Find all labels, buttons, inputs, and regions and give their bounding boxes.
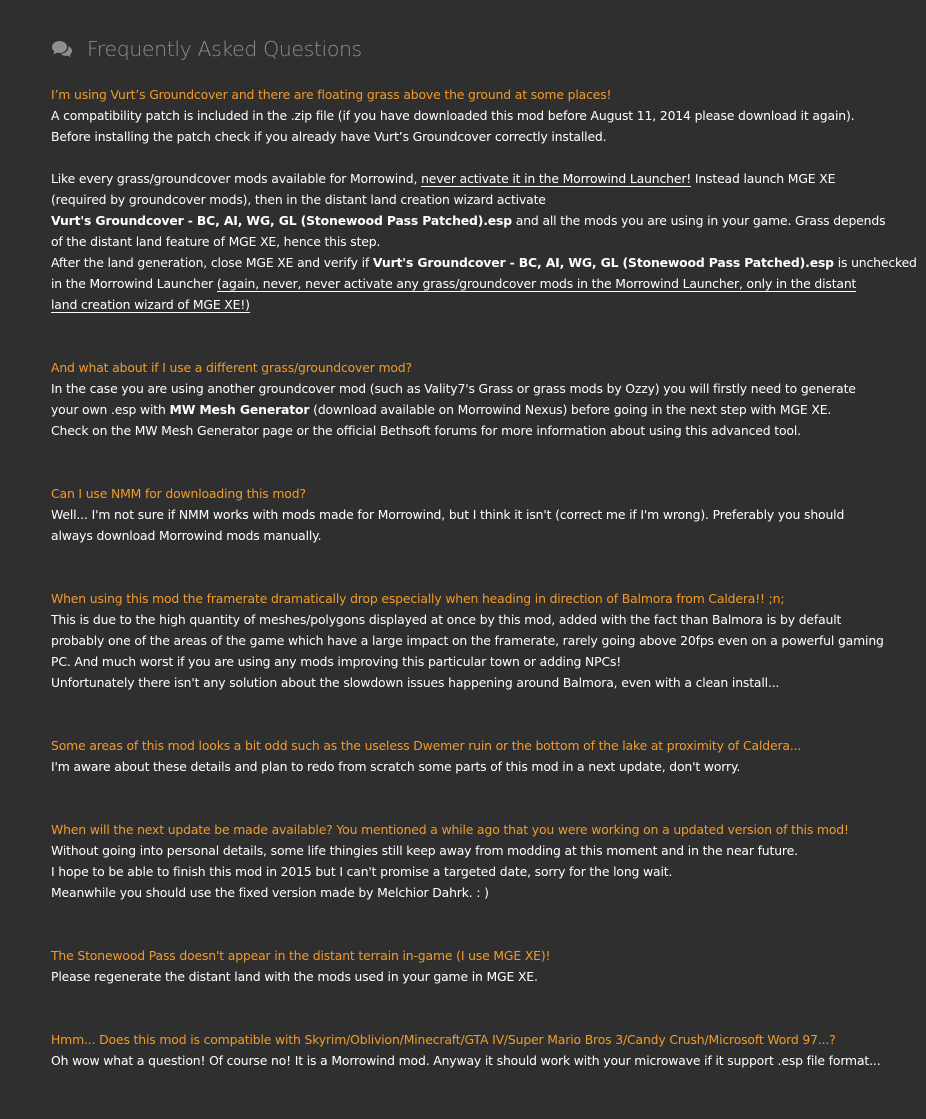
faq-question: When will the next update be made available? You mentioned a while ago that you were working on a updated version of this mod! — [51, 822, 849, 837]
faq-item — [51, 819, 891, 903]
faq-item — [51, 735, 891, 777]
faq-question: Hmm... Does this mod is compatible with Skyrim/Oblivion/Minecraft/GTA IV/Super Mario Bros 3/Candy Crush/Microsoft Word 97...? — [51, 1032, 836, 1047]
esp-filename: Vurt's Groundcover - BC, AI, WG, GL (Stonewood Pass Patched).esp — [372, 255, 834, 270]
esp-filename: Vurt's Groundcover - BC, AI, WG, GL (Stonewood Pass Patched).esp — [51, 213, 512, 228]
faq-answer — [51, 966, 891, 987]
answer-line: Oh wow what a question! Of course no! It is a Morrowind mod. Anyway it should work with your microwave if it support .esp file format... — [51, 1053, 881, 1068]
answer-line: PC. And much worst if you are using any mods improving this particular town or adding NPCs! — [51, 654, 622, 669]
answer-line: After the land generation, close MGE XE and verify if Vurt's Groundcover - BC, AI, WG, GL (Stonewood Pass Patched).esp is unchecked — [51, 255, 917, 270]
faq-answer — [51, 105, 917, 315]
faq-answer — [51, 378, 891, 441]
answer-line: in the Morrowind Launcher (again, never, never activate any grass/groundcover mods in the Morrowind Launcher, only in the distant — [51, 276, 857, 291]
page-title: Frequently Asked Questions — [87, 37, 362, 61]
faq-question: Can I use NMM for downloading this mod? — [51, 486, 306, 501]
faq-question: When using this mod the framerate dramatically drop especially when heading in direction of Balmora from Caldera!! ;n; — [51, 591, 785, 606]
answer-line: Like every grass/groundcover mods available for Morrowind, never activate it in the Morrowind Launcher! Instead launch MGE XE — [51, 171, 836, 186]
answer-line: A compatibility patch is included in the .zip file (if you have downloaded this mod before August 11, 2014 please download it again). — [51, 108, 855, 123]
faq-answer — [51, 756, 891, 777]
answer-line: Please regenerate the distant land with the mods used in your game in MGE XE. — [51, 969, 538, 984]
answer-line: I hope to be able to finish this mod in 2015 but I can't promise a targeted date, sorry for the long wait. — [51, 864, 673, 879]
answer-line: Meanwhile you should use the fixed version made by Melchior Dahrk. : ) — [51, 885, 489, 900]
answer-line: of the distant land feature of MGE XE, hence this step. — [51, 234, 381, 249]
tool-name: MW Mesh Generator — [169, 402, 310, 417]
faq-answer — [51, 609, 891, 693]
faq-question: Some areas of this mod looks a bit odd such as the useless Dwemer ruin or the bottom of the lake at proximity of Caldera... — [51, 738, 802, 753]
faq-item — [51, 945, 891, 987]
answer-line: Before installing the patch check if you already have Vurt’s Groundcover correctly installed. — [51, 129, 607, 144]
faq-item — [51, 84, 917, 315]
answer-line: your own .esp with MW Mesh Generator (download available on Morrowind Nexus) before going in the next step with MGE XE. — [51, 402, 832, 417]
faq-question: The Stonewood Pass doesn't appear in the distant terrain in-game (I use MGE XE)! — [51, 948, 551, 963]
answer-line: always download Morrowind mods manually. — [51, 528, 322, 543]
faq-answer — [51, 840, 891, 903]
launcher-warning-link[interactable]: never activate it in the Morrowind Launcher! — [421, 171, 692, 186]
faq-item — [51, 1029, 891, 1071]
faq-question: And what about if I use a different grass/groundcover mod? — [51, 360, 412, 375]
answer-line — [51, 294, 891, 315]
answer-line: Vurt's Groundcover - BC, AI, WG, GL (Stonewood Pass Patched).esp and all the mods you are using in your game. Grass depends — [51, 213, 886, 228]
answer-line: I'm aware about these details and plan to redo from scratch some parts of this mod in a next update, don't worry. — [51, 759, 741, 774]
wizard-note-link[interactable]: (again, never, never activate any grass/groundcover mods in the Morrowind Launcher, only in the distant — [216, 276, 857, 291]
answer-line: (required by groundcover mods), then in the distant land creation wizard activate — [51, 192, 546, 207]
answer-line: In the case you are using another groundcover mod (such as Vality7's Grass or grass mods by Ozzy) you will firstly need to generate — [51, 381, 856, 396]
faq-question: I’m using Vurt’s Groundcover and there are floating grass above the ground at some places! — [51, 87, 612, 102]
comments-icon — [51, 40, 73, 58]
answer-line: Check on the MW Mesh Generator page or the official Bethsoft forums for more information about using this advanced tool. — [51, 423, 801, 438]
answer-line: Unfortunately there isn't any solution about the slowdown issues happening around Balmora, even with a clean install... — [51, 675, 780, 690]
faq-answer — [51, 504, 891, 546]
faq-item — [51, 483, 891, 546]
faq-header — [51, 34, 891, 64]
answer-line: probably one of the areas of the game which have a large impact on the framerate, rarely going above 20fps even on a powerful gaming — [51, 633, 884, 648]
faq-item — [51, 357, 891, 441]
faq-item — [51, 588, 891, 693]
faq-answer — [51, 1050, 891, 1071]
answer-line: Well... I'm not sure if NMM works with mods made for Morrowind, but I think it isn't (correct me if I'm wrong). Preferably you should — [51, 507, 845, 522]
answer-line: This is due to the high quantity of meshes/polygons displayed at once by this mod, added with the fact than Balmora is by default — [51, 612, 842, 627]
faq-page — [51, 34, 917, 1071]
wizard-note-link-cont[interactable]: land creation wizard of MGE XE!) — [51, 297, 250, 312]
answer-line: Without going into personal details, some life thingies still keep away from modding at this moment and in the near future. — [51, 843, 798, 858]
